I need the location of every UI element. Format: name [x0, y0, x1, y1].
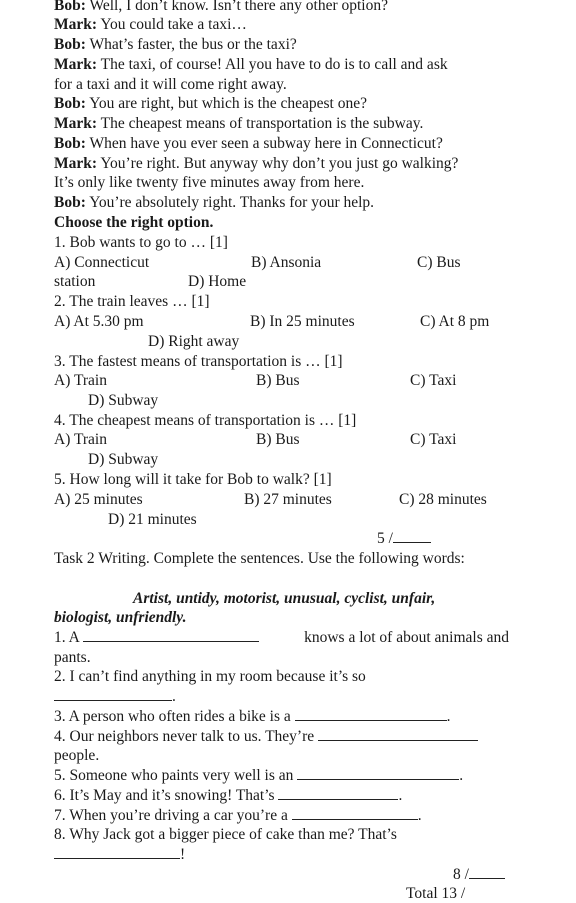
sentence-6: 6. It’s May and it’s snowing! That’s .	[54, 787, 403, 804]
q3-option-b: B) Bus	[256, 372, 300, 389]
sentence-8: 8. Why Jack got a bigger piece of cake than me? That’s	[54, 826, 397, 843]
q1-option-c-cont: station	[54, 273, 96, 290]
dialogue-line: for a taxi and it will come right away.	[54, 76, 287, 93]
q4-option-a: A) Train	[54, 431, 107, 448]
sentence-1-cont: pants.	[54, 649, 91, 666]
q2-option-a: A) At 5.30 pm	[54, 313, 144, 330]
sentence-2: 2. I can’t find anything in my room because it’s so	[54, 668, 366, 685]
q4-option-b: B) Bus	[256, 431, 300, 448]
q5-option-d: D) 21 minutes	[108, 511, 197, 528]
q2-option-b: B) In 25 minutes	[250, 313, 355, 330]
word-bank-cont: biologist, unfriendly.	[54, 609, 187, 626]
dialogue-line: Bob: What’s faster, the bus or the taxi?	[54, 36, 297, 53]
q5-option-c: C) 28 minutes	[399, 491, 487, 508]
answer-blank-8[interactable]	[54, 845, 180, 859]
task2-heading: Task 2 Writing. Complete the sentences. Use the following words:	[54, 550, 465, 567]
sentence-8-cont: !	[54, 845, 185, 864]
question-1: 1. Bob wants to go to … [1]	[54, 234, 228, 251]
question-2: 2. The train leaves … [1]	[54, 293, 210, 310]
q2-option-c: C) At 8 pm	[420, 313, 490, 330]
q5-option-b: B) 27 minutes	[244, 491, 332, 508]
sentence-2-cont: .	[54, 687, 176, 706]
dialogue-line: Bob: You are right, but which is the cheapest one?	[54, 95, 367, 112]
q1-option-d: D) Home	[188, 273, 247, 290]
q2-option-d: D) Right away	[148, 333, 240, 350]
answer-blank-4[interactable]	[318, 727, 478, 741]
dialogue-line: Bob: You’re absolutely right. Thanks for your help.	[54, 194, 375, 211]
task1-heading: Choose the right option.	[54, 214, 214, 231]
answer-blank-5[interactable]	[297, 766, 459, 780]
q5-option-a: A) 25 minutes	[54, 491, 143, 508]
question-4: 4. The cheapest means of transportation is … [1]	[54, 412, 357, 429]
question-5: 5. How long will it take for Bob to walk? [1]	[54, 471, 332, 488]
q4-option-d: D) Subway	[88, 451, 159, 468]
q3-option-d: D) Subway	[88, 392, 159, 409]
sentence-5: 5. Someone who paints very well is an .	[54, 767, 464, 784]
sentence-4-cont: people.	[54, 747, 100, 764]
dialogue-line: Mark: You’re right. But anyway why don’t you just go walking?	[54, 155, 459, 172]
answer-blank-2[interactable]	[54, 687, 172, 701]
answer-blank-7[interactable]	[292, 806, 418, 820]
q3-option-c: C) Taxi	[410, 372, 457, 389]
sentence-7: 7. When you’re driving a car you’re a .	[54, 807, 422, 824]
q1-option-b: B) Ansonia	[251, 254, 322, 271]
score-blank-2[interactable]	[469, 865, 505, 879]
answer-blank-6[interactable]	[278, 786, 398, 800]
q1-option-a: A) Connecticut	[54, 254, 150, 271]
word-bank: Artist, untidy, motorist, unusual, cyclist, unfair,	[133, 590, 436, 607]
task2-score: 8 /	[453, 865, 505, 884]
q1-option-c: C) Bus	[417, 254, 461, 271]
sentence-4: 4. Our neighbors never talk to us. They’re	[54, 727, 478, 746]
answer-blank-3[interactable]	[295, 707, 447, 721]
dialogue-line: Bob: When have you ever seen a subway here in Connecticut?	[54, 135, 443, 152]
q4-option-c: C) Taxi	[410, 431, 457, 448]
dialogue-line: Mark: You could take a taxi…	[54, 16, 247, 33]
dialogue-line: Mark: The taxi, of course! All you have to do is to call and ask	[54, 56, 448, 73]
answer-blank-1[interactable]	[83, 628, 259, 642]
dialogue-line: It’s only like twenty five minutes away from here.	[54, 174, 365, 191]
sentence-3: 3. A person who often rides a bike is a .	[54, 708, 451, 725]
score-blank[interactable]	[393, 529, 431, 543]
total-score: Total 13 /	[406, 885, 466, 902]
q3-option-a: A) Train	[54, 372, 107, 389]
question-3: 3. The fastest means of transportation is … [1]	[54, 353, 343, 370]
dialogue-line: Bob: Well, I don’t know. Isn’t there any other option?	[54, 0, 388, 14]
task1-score: 5 /	[377, 529, 431, 548]
sentence-1: 1. A knows a lot of about animals and	[54, 629, 509, 646]
dialogue-line: Mark: The cheapest means of transportation is the subway.	[54, 115, 424, 132]
